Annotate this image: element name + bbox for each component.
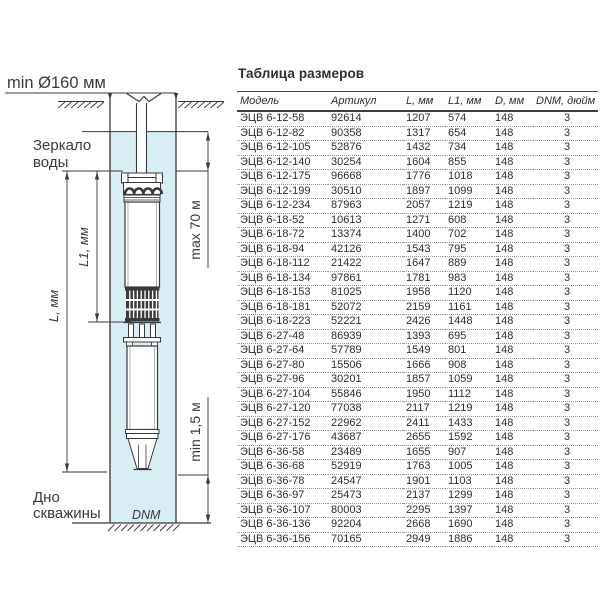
cell-3: 1690 [448,518,473,530]
column-header-3: L1, мм [448,95,482,107]
cell-4: 148 [495,242,514,255]
cell-1: 86939 [331,329,362,342]
table-row [237,170,598,185]
cell-3: 907 [448,445,467,458]
cell-0: ЭЦВ 6-36-156 [240,532,311,545]
well-bottom-hatch [108,525,180,532]
cell-4: 148 [495,257,514,269]
cell-1: 22962 [331,416,362,429]
l1-arrow-down [95,314,99,322]
cell-2: 1901 [406,474,431,487]
cell-1: 92204 [331,518,362,530]
min-diameter-label: min Ø160 мм [7,74,106,92]
cell-5: 3 [563,344,571,356]
cell-0: ЭЦВ 6-12-199 [240,184,311,197]
cell-4: 148 [495,315,514,327]
cell-0: ЭЦВ 6-18-112 [240,257,310,269]
table-row [237,445,598,460]
coupling-lower-flange [124,338,161,343]
cell-2: 1763 [406,460,431,472]
cell-5: 3 [563,199,571,211]
cell-5: 3 [563,170,571,182]
table-row [237,373,598,388]
pump-head-ear-right [156,173,163,183]
table-row [237,387,598,402]
cell-2: 1950 [406,387,431,400]
diameter-arrow-right [174,93,178,100]
l-arrow-up [65,172,69,180]
cell-1: 24547 [331,474,362,487]
cell-4: 148 [495,271,514,284]
table-row [237,300,598,315]
table-row [237,155,598,170]
clearance-arrow-down [206,515,210,523]
max-depth-arrow-up [206,133,210,141]
cell-2: 2411 [406,416,430,429]
size-table-body [237,111,598,547]
cell-0: ЭЦВ 6-18-134 [240,271,311,284]
table-title: Таблица размеров [238,66,365,81]
table-row [237,474,598,489]
cell-0: ЭЦВ 6-12-140 [240,155,311,168]
cell-1: 52919 [331,460,362,472]
pump-body-group [122,173,163,470]
cell-4: 148 [495,112,514,124]
table-row [237,344,598,359]
cell-2: 2668 [406,518,431,530]
cell-2: 1647 [406,257,431,269]
cell-5: 3 [563,315,571,327]
cell-5: 3 [563,460,571,472]
cell-3: 1433 [448,416,473,429]
table-row [237,111,598,126]
clearance-label: min 1,5 м [187,402,203,462]
cell-5: 3 [563,489,571,501]
cell-5: 3 [563,416,571,429]
cell-3: 983 [448,271,467,284]
cell-3: 855 [448,155,467,168]
cell-3: 1592 [448,431,473,443]
cell-4: 148 [495,474,514,487]
cell-2: 1958 [406,286,431,298]
cell-3: 1099 [448,184,473,197]
cell-0: ЭЦВ 6-12-234 [240,199,311,211]
diameter-arrow-left [108,93,112,100]
cell-2: 2426 [406,315,431,327]
well-pump-diagram [0,0,235,605]
cell-3: 1005 [448,460,473,472]
cell-1: 87963 [331,199,362,211]
cell-5: 3 [563,126,571,139]
cell-2: 2159 [406,300,431,313]
pump-head-ear-left [122,173,129,183]
strainer-top-band [125,287,160,291]
cell-0: ЭЦВ 6-27-104 [240,387,311,400]
cell-0: ЭЦВ 6-18-181 [240,300,311,313]
cell-1: 13374 [331,228,362,240]
cell-4: 148 [495,184,514,197]
well-bottom-label-2: скважины [33,505,101,522]
cell-0: ЭЦВ 6-18-72 [240,228,305,240]
column-header-1: Артикул [331,95,377,107]
table-row [237,286,598,301]
cell-3: 1219 [448,199,473,211]
cell-5: 3 [563,155,571,168]
well-bottom-label-1: Дно [33,489,60,506]
cell-1: 57789 [331,344,362,356]
cell-3: 1299 [448,489,473,501]
cell-4: 148 [495,300,514,313]
dnm-label: DNM [132,508,161,522]
cell-0: ЭЦВ 6-12-58 [240,112,305,124]
cell-1: 42126 [331,242,362,255]
cell-4: 148 [495,373,514,385]
cell-2: 1432 [406,141,431,153]
table-row [237,257,598,272]
cell-4: 148 [495,416,514,429]
cell-5: 3 [563,112,571,124]
table-row [237,489,598,504]
cell-5: 3 [563,228,571,240]
cell-4: 148 [495,228,514,240]
coupling-post [129,324,134,338]
cell-5: 3 [563,402,571,414]
cell-3: 908 [448,358,467,371]
water-level-label-1: Зеркало [33,137,92,154]
cell-5: 3 [563,257,571,269]
cell-2: 1393 [406,329,431,342]
cell-0: ЭЦВ 6-27-152 [240,416,311,429]
cell-4: 148 [495,199,514,211]
column-header-4: D, мм [495,95,525,107]
cell-1: 30510 [331,184,362,197]
column-header-2: L, мм [406,95,434,107]
table-row [237,329,598,344]
cell-1: 30254 [331,155,362,168]
cell-3: 695 [448,329,467,342]
cell-3: 574 [448,112,467,124]
cell-5: 3 [563,242,571,255]
size-table-header [237,92,598,112]
cell-1: 52221 [331,315,362,327]
cell-2: 2949 [406,532,431,545]
cell-5: 3 [563,300,571,313]
max-depth-label: max 70 м [187,200,203,260]
cell-4: 148 [495,503,514,516]
cell-0: ЭЦВ 6-18-52 [240,213,305,226]
l-arrow-down [65,464,69,472]
table-row [237,184,598,199]
cell-1: 25473 [331,489,362,501]
cell-3: 1397 [448,503,473,516]
cell-2: 1400 [406,228,431,240]
cell-3: 654 [448,126,467,139]
cell-0: ЭЦВ 6-27-80 [240,358,305,371]
cell-3: 1018 [448,170,473,182]
cell-5: 3 [563,329,571,342]
cell-1: 92614 [331,112,362,124]
cell-2: 1776 [406,170,431,182]
cell-4: 148 [495,518,514,530]
cell-2: 1207 [406,112,431,124]
cell-2: 1857 [406,373,431,385]
cell-1: 21422 [331,257,362,269]
cell-4: 148 [495,170,514,182]
l1-arrow-up [95,172,99,180]
table-row [237,358,598,373]
cell-3: 734 [448,141,467,153]
strainer-grill [126,291,159,319]
max-depth-arrow-down [206,163,210,171]
cell-2: 2295 [406,503,431,516]
coupling-post [151,324,156,338]
column-header-5: DNM, дюйм [536,95,596,107]
cell-5: 3 [563,286,571,298]
cell-4: 148 [495,329,514,342]
cell-0: ЭЦВ 6-18-153 [240,286,311,298]
cell-0: ЭЦВ 6-36-107 [240,503,311,516]
cell-3: 1112 [448,387,471,400]
cell-2: 2655 [406,431,431,443]
table-row [237,228,598,243]
cell-1: 80003 [331,503,362,516]
cell-5: 3 [563,387,571,400]
cell-1: 23489 [331,445,362,458]
cell-2: 1781 [406,271,431,284]
cell-5: 3 [563,141,571,153]
cell-3: 1219 [448,402,473,414]
cell-1: 97861 [331,271,362,284]
cell-4: 148 [495,286,514,298]
cell-4: 148 [495,532,514,545]
table-row [237,271,598,286]
table-row [237,431,598,446]
cell-4: 148 [495,155,514,168]
cell-0: ЭЦВ 6-12-175 [240,170,311,182]
cell-5: 3 [563,431,571,443]
cell-3: 1886 [448,532,473,545]
pump-upper-body [125,202,160,287]
cell-4: 148 [495,460,514,472]
cell-1: 30201 [331,373,362,385]
strainer-bottom-band [125,318,160,322]
cell-0: ЭЦВ 6-18-94 [240,242,305,255]
cell-4: 148 [495,431,514,443]
cell-3: 795 [448,242,467,255]
cell-2: 2117 [406,402,430,414]
cell-0: ЭЦВ 6-12-105 [240,141,311,153]
l1-dim-label: L1, мм [76,227,91,267]
cell-3: 1161 [448,300,472,313]
cell-0: ЭЦВ 6-36-68 [240,460,305,472]
cell-5: 3 [563,445,571,458]
table-row [237,416,598,431]
table-row [237,532,598,547]
table-row [237,199,598,214]
cell-4: 148 [495,213,514,226]
cell-3: 702 [448,228,467,240]
cell-3: 1448 [448,315,473,327]
size-table-section [237,66,598,547]
cell-1: 43687 [331,431,362,443]
cell-1: 55846 [331,387,362,400]
cell-1: 81025 [331,286,362,298]
cell-0: ЭЦВ 6-27-48 [240,329,305,342]
cell-5: 3 [563,213,571,226]
table-row [237,460,598,475]
header-row [237,92,598,112]
cell-0: ЭЦВ 6-36-136 [240,518,311,530]
cell-0: ЭЦВ 6-36-78 [240,474,305,487]
pump-collar [124,195,160,202]
cell-0: ЭЦВ 6-12-82 [240,126,305,139]
cell-2: 1543 [406,242,431,255]
cell-2: 2137 [406,489,431,501]
cell-4: 148 [495,141,514,153]
pipe-break-icon [126,93,161,102]
cell-5: 3 [563,518,571,530]
well-diagram-svg [0,0,235,600]
cell-2: 1317 [406,126,431,139]
cell-2: 2057 [406,199,431,211]
cell-5: 3 [563,474,571,487]
cell-1: 77038 [331,402,362,414]
cell-4: 148 [495,344,514,356]
cell-5: 3 [563,184,571,197]
table-row [237,126,598,141]
motor-body [127,346,158,430]
cell-5: 3 [563,271,571,284]
riser-pipe-fill [137,103,147,173]
cell-1: 90358 [331,126,362,139]
table-row [237,402,598,417]
cell-4: 148 [495,402,514,414]
cell-1: 10613 [331,213,362,226]
cell-1: 70165 [331,532,362,545]
cell-2: 1604 [406,155,431,168]
cell-0: ЭЦВ 6-27-64 [240,344,305,356]
table-row [237,503,598,518]
cell-0: ЭЦВ 6-27-176 [240,431,311,443]
cell-3: 889 [448,257,467,269]
table-row [237,242,598,257]
cell-3: 1103 [448,474,472,487]
cell-5: 3 [563,373,571,385]
cell-4: 148 [495,358,514,371]
cell-1: 96668 [331,170,362,182]
water-level-label-2: воды [33,154,69,171]
cell-4: 148 [495,445,514,458]
cell-0: ЭЦВ 6-27-96 [240,373,305,385]
motor-bottom-band-2 [127,434,159,439]
cell-1: 52876 [331,141,362,153]
cell-3: 1120 [448,286,472,298]
motor-bottom-band-1 [126,430,160,434]
cell-0: ЭЦВ 6-36-58 [240,445,305,458]
cell-5: 3 [563,532,571,545]
cell-0: ЭЦВ 6-36-97 [240,489,305,501]
cell-5: 3 [563,503,571,516]
coupling-post [140,324,145,338]
cell-3: 801 [448,344,467,356]
cell-1: 52072 [331,300,362,313]
cell-3: 608 [448,213,467,226]
table-row [237,141,598,156]
cell-2: 1897 [406,184,431,197]
cell-4: 148 [495,126,514,139]
cell-0: ЭЦВ 6-18-223 [240,315,311,327]
table-row [237,213,598,228]
cell-3: 1059 [448,373,473,385]
cell-4: 148 [495,387,514,400]
cell-5: 3 [563,358,571,371]
size-table [237,91,598,547]
cell-2: 1271 [406,213,431,226]
cell-2: 1666 [406,358,431,371]
cell-4: 148 [495,489,514,501]
cell-1: 15506 [331,358,362,371]
table-row [237,315,598,330]
clearance-arrow-up [206,476,210,484]
table-row [237,518,598,533]
cell-2: 1549 [406,344,431,356]
pump-head-collar [124,178,161,183]
cell-0: ЭЦВ 6-27-120 [240,402,311,414]
l-dim-label: L, мм [46,289,61,323]
column-header-0: Модель [240,95,280,107]
cell-2: 1655 [406,445,431,458]
